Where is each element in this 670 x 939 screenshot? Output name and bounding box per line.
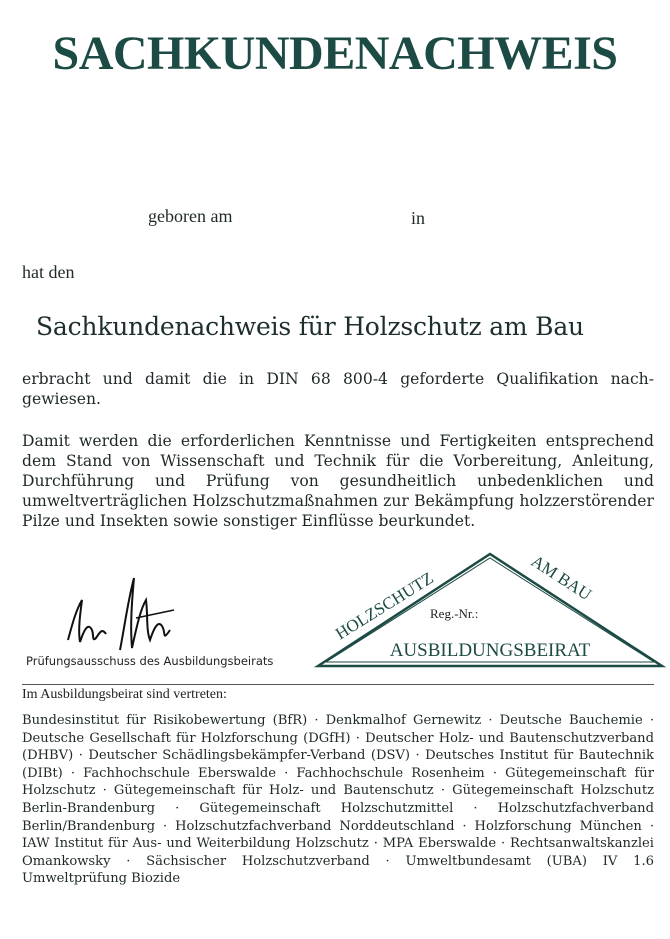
certificate-headline: Sachkundenachweis für Holzschutz am Bau <box>36 312 584 341</box>
stamp-right-text: AM BAU <box>527 551 595 605</box>
qualification-paragraph: erbracht und damit die in DIN 68 800-4 geforderte Qualifikation nach-gewiesen. <box>22 370 654 408</box>
members-heading: Im Ausbildungsbeirat sind vertreten: <box>22 687 227 702</box>
stamp-base-text: AUSBILDUNGSBEIRAT <box>389 640 591 661</box>
intro-text: hat den <box>22 262 75 282</box>
signature-caption: Prüfungsausschuss des Ausbildungsbeirats <box>26 654 274 668</box>
stamp-reg-label: Reg.-Nr.: <box>430 606 479 621</box>
birth-place-label: in <box>411 208 426 228</box>
competence-paragraph: Damit werden die erforderlichen Kenntnisse und Fertigkeiten entsprechend dem Stand von Wissenschaft und Technik für die Vorbereitung, Anleitung, Durchführung und Prüfung von gesundheitlich unbedenklichen und umweltverträglichen Holzschutzmaßnahmen zur Bekämpfung holzzerstörender Pilze und Insekten sowie sonstiger Einflüsse beurkundet. <box>22 432 654 530</box>
section-divider <box>22 684 654 685</box>
members-list: Bundesinstitut für Risikobewertung (BfR) · Denkmalhof Gernewitz · Deutsche Bauchemie · Deutsche Gesellschaft für Holzforschung (DGfH) · Deutscher Holz- und Bautenschutzverband (DHBV) · Deutscher Schädlingsbekämpfer-Verband (DSV) · Deutsches Institut für Bautechnik (DIBt) · Fachhochschule Eberswalde · Fachhochschule Rosenheim · Gütegemeinschaft für Holzschutz · Gütegemeinschaft für Holz- und Bautenschutz · Gütegemeinschaft Holzschutz Berlin-Brandenburg · Gütegemeinschaft Holzschutzmittel · Holzschutzfachverband Berlin/Brandenburg · Holzschutzfachverband Norddeutschland · Holzforschung München · IAW Institut für Aus- und Weiterbildung Holzschutz · MPA Eberswalde · Rechtsanwaltskanzlei Omankowsky · Sächsischer Holzschutzverband · Umweltbundesamt (UBA) IV 1.6 Umweltprüfung Biozide <box>22 713 654 887</box>
document-title: SACHKUNDENACHWEIS <box>52 27 618 80</box>
holzschutz-stamp <box>312 548 668 672</box>
stamp-left-text: HOLZSCHUTZ <box>332 568 437 644</box>
signature-image <box>62 570 182 660</box>
birth-date-label: geboren am <box>148 206 233 226</box>
